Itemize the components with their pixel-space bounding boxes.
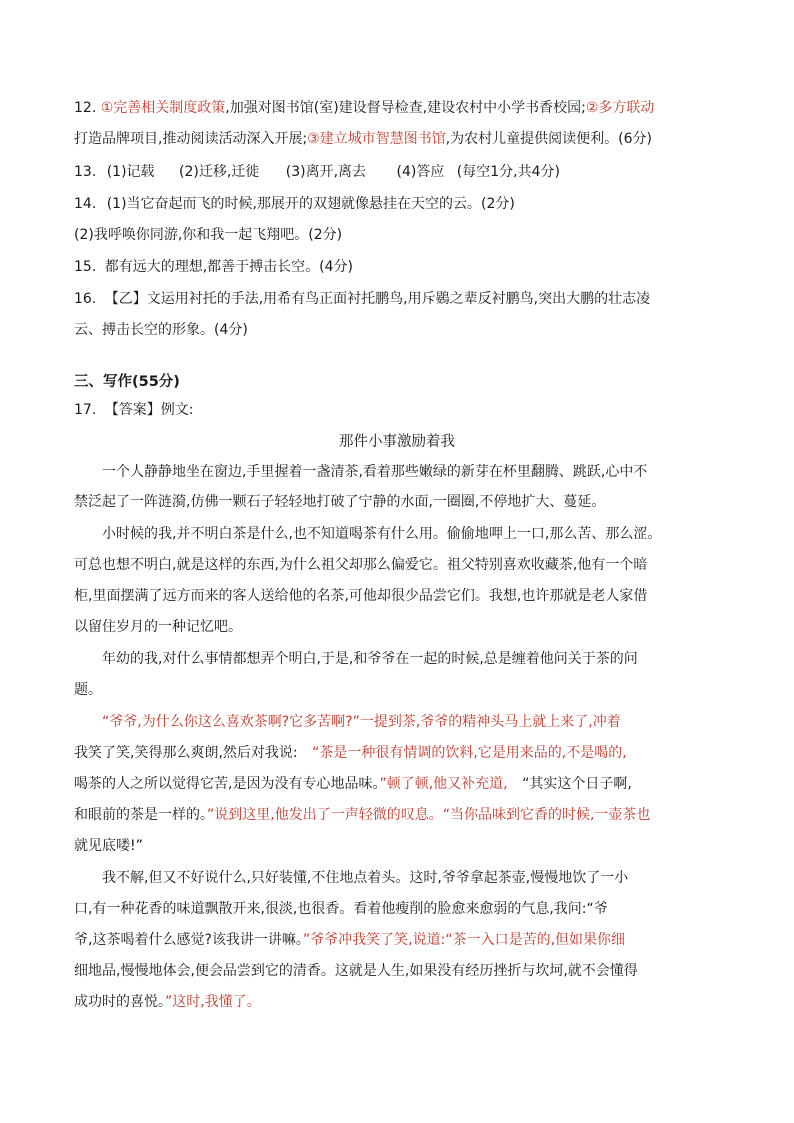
q12-point-2: ②多方联动 (585, 100, 655, 116)
section-heading-writing: 三、写作(55分) (74, 374, 180, 390)
essay-para5-line-3 (74, 930, 625, 950)
essay-para4-text-4: 和眼前的茶是一样的。 (74, 807, 207, 823)
q14-number: 14. (74, 196, 97, 212)
q15-line (74, 257, 353, 277)
essay-para5-text-5: 成功时的喜悦。 (74, 994, 165, 1010)
essay-para5-narration-2: ”这时,我懂了。 (165, 994, 261, 1010)
q14-line-1 (74, 194, 515, 214)
q16-answer-1: 【乙】文运用衬托的手法,用希有鸟正面衬托鹏鸟,用斥鷃之辈反衬鹏鸟,突出大鹏的壮志凌 (104, 291, 651, 307)
q13-answer-2: (2)迁移,迁徙 (179, 164, 260, 180)
q16-line-1 (74, 289, 650, 309)
q15-number: 15. (74, 259, 97, 275)
q17-number: 17. (74, 402, 97, 418)
q12-text-2: 打造品牌项目,推动阅读活动深入开展; (74, 131, 308, 147)
q13-answer-4: (4)答应 (396, 164, 445, 180)
essay-para5-narration-1: ”爷爷冲我笑了笑,说道: (302, 932, 446, 948)
q13-number: 13. (74, 164, 97, 180)
essay-para4-quote-1: “茶是一种很有情调的饮料,它是用来品的,不是喝的, (312, 745, 627, 761)
essay-para2-line-3: 柜,里面摆满了远方而来的客人送给他的名茶,可他却很少品尝它们。我想,也许那就是老人家借 (74, 588, 648, 604)
essay-para3-line-2: 题。 (74, 682, 102, 698)
q13-answer-1: (1)记载 (106, 164, 155, 180)
q12-text-3: ,为农村儿童提供阅读便利。(6分) (445, 131, 653, 147)
q12-line-2 (74, 129, 652, 149)
essay-para2-line-4: 以留住岁月的一种记忆吧。 (74, 619, 242, 635)
essay-para5-line-5 (74, 992, 261, 1012)
essay-para5-line-2: 口,有一种花香的味道飘散开来,很淡,也很香。看着他瘦削的脸愈来愈弱的气息,我问:“爷 (74, 901, 608, 917)
essay-para4-text-3: 喝茶的人之所以觉得它苦,是因为没有专心地品味。 (74, 776, 380, 792)
q17-answer-label: 【答案】 (104, 402, 161, 418)
essay-para4-line-1: “爷爷,为什么你这么喜欢茶啊?它多苦啊?”一提到茶,爷爷的精神头马上就上来了,冲着 (102, 714, 621, 730)
essay-para2-line-1: 小时候的我,并不明白茶是什么,也不知道喝茶有什么用。偷偷地呷上一口,那么苦、那么涩。 (102, 526, 662, 542)
q12-number: 12. (74, 100, 97, 116)
essay-para1-line-1: 一个人静静地坐在窗边,手里握着一盏清茶,看着那些嫩绿的新芽在杯里翻腾、跳跃,心中不 (102, 464, 648, 480)
q12-point-1: ①完善相关制度政策 (100, 100, 226, 116)
q13-line (74, 162, 560, 182)
q14-line-2 (74, 225, 342, 245)
q13-answer-3: (3)离开,离去 (285, 164, 367, 180)
essay-para3-line-1: 年幼的我,对什么事情都想弄个明白,于是,和爷爷在一起的时候,总是缠着他问关于茶的问 (102, 651, 638, 667)
essay-para4-narration-2: ”顿了顿,他又补充道, (379, 776, 508, 792)
essay-para5-line-1: 我不解,但又不好说什么,只好装懂,不住地点着头。这时,爷爷拿起茶壶,慢慢地饮了一小 (102, 870, 629, 886)
q14-answer-2: (2)我呼唤你同游,你和我一起飞翔吧。(2分) (74, 227, 343, 243)
q17-example-label: 例文: (160, 402, 194, 418)
essay-para4-line-3 (74, 774, 632, 794)
essay-para4-narration-1: 我笑了笑,笑得那么爽朗,然后对我说: (74, 745, 298, 761)
essay-para4-line-4 (74, 805, 650, 825)
essay-para4-line-5: 就见底喽!” (74, 838, 143, 854)
q17-line (74, 400, 193, 420)
essay-para5-quote-1: “茶一入口是苦的,但如果你细 (445, 932, 626, 948)
q12-line-1 (74, 98, 654, 118)
essay-para4-narration-3: ”说到这里,他发出了一声轻微的叹息。 (207, 807, 443, 823)
essay-para4-quote-2: “其实这个日子啊, (522, 776, 632, 792)
essay-para1-line-2: 禁泛起了一阵涟漪,仿佛一颗石子轻轻地打破了宁静的水面,一圈圈,不停地扩大、蔓延。 (74, 494, 606, 510)
essay-para4-quote-3: “当你品味到它香的时候,一壶茶也 (442, 807, 651, 823)
essay-para2-line-2: 可总也想不明白,就是这样的东西,为什么祖父却那么偏爱它。祖父特别喜欢收藏茶,他有一个暗 (74, 557, 648, 573)
q15-answer: 都有远大的理想,都善于搏击长空。(4分) (104, 259, 353, 275)
q16-answer-2: 云、搏击长空的形象。(4分) (74, 322, 248, 338)
q16-number: 16. (74, 291, 97, 307)
essay-para5-text-3: 爷,这茶喝着什么感觉?该我讲一讲嘛。 (74, 932, 303, 948)
essay-title: 那件小事激励着我 (339, 434, 455, 450)
q16-line-2 (74, 320, 248, 340)
q12-text-1: ,加强对图书馆(室)建设督导检查,建设农村中小学书香校园; (225, 100, 586, 116)
q12-point-3: ③建立城市智慧图书馆 (307, 131, 446, 147)
essay-para5-line-4: 细地品,慢慢地体会,便会品尝到它的清香。这就是人生,如果没有经历挫折与坎坷,就不会懂得 (74, 963, 638, 979)
q13-score-note: (每空1分,共4分) (456, 164, 560, 180)
essay-para4-line-2 (74, 743, 627, 763)
q14-answer-1: (1)当它奋起而飞的时候,那展开的双翅就像悬挂在天空的云。(2分) (106, 196, 515, 212)
